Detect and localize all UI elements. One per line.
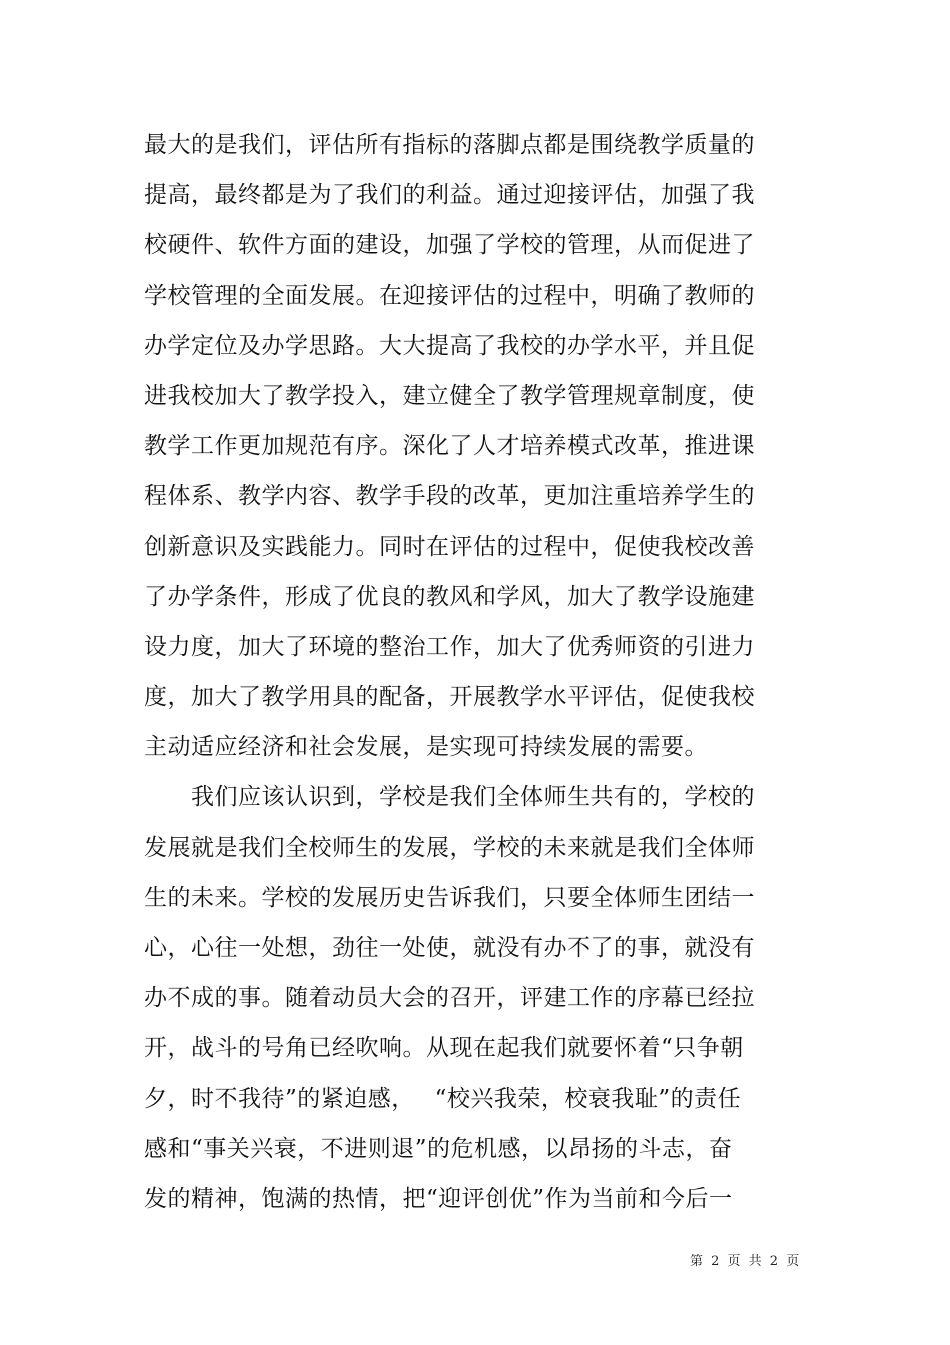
text-line-13: 主动适应经济和社会发展，是实现可持续发展的需要。	[144, 734, 708, 761]
text-line-20: 夕，时不我待”的紧迫感， “校兴我荣，校衰我耻”的责任	[144, 1085, 742, 1112]
text-line-11: 设力度，加大了环境的整治工作，加大了优秀师资的引进力	[144, 633, 755, 660]
text-line-8: 程体系、教学内容、教学手段的改革，更加注重培养学生的	[144, 483, 755, 510]
text-line-2: 提高，最终都是为了我们的利益。通过迎接评估，加强了我	[144, 182, 755, 209]
text-line-17: 心，心往一处想，劲往一处使，就没有办不了的事，就没有	[144, 935, 755, 961]
text-line-16: 生的未来。学校的发展历史告诉我们，只要全体师生团结一	[144, 884, 755, 911]
text-line-6: 进我校加大了教学投入，建立健全了教学管理规章制度，使	[144, 382, 755, 409]
text-line-22: 发的精神，饱满的热情，把“迎评创优”作为当前和今后一	[144, 1185, 733, 1212]
text-line-9: 创新意识及实践能力。同时在评估的过程中，促使我校改善	[144, 533, 755, 560]
text-line-14: 我们应该认识到，学校是我们全体师生共有的，学校的	[144, 784, 755, 811]
text-line-4: 学校管理的全面发展。在迎接评估的过程中，明确了教师的	[144, 282, 755, 309]
text-line-7: 教学工作更加规范有序。深化了人才培养模式改革，推进课	[144, 433, 755, 460]
text-line-5: 办学定位及办学思路。大大提高了我校的办学水平，并且促	[144, 332, 755, 359]
text-line-15: 发展就是我们全校师生的发展，学校的未来就是我们全体师	[144, 834, 755, 861]
text-line-10: 了办学条件，形成了优良的教风和学风，加大了教学设施建	[144, 583, 755, 610]
text-line-21: 感和“事关兴衰，不进则退”的危机感，以昂扬的斗志，奋	[144, 1135, 733, 1162]
body-text	[144, 120, 784, 1224]
page-number-footer: 第 2 页 共 2 页	[690, 1254, 802, 1269]
text-line-12: 度，加大了教学用具的配备，开展教学水平评估，促使我校	[144, 684, 755, 711]
text-line-18: 办不成的事。随着动员大会的召开，评建工作的序幕已经拉	[144, 985, 755, 1012]
text-line-3: 校硬件、软件方面的建设，加强了学校的管理，从而促进了	[144, 232, 755, 259]
text-line-19: 开，战斗的号角已经吹响。从现在起我们就要怀着“只争朝	[144, 1035, 744, 1062]
text-line-1: 最大的是我们，评估所有指标的落脚点都是围绕教学质量的	[144, 132, 755, 158]
